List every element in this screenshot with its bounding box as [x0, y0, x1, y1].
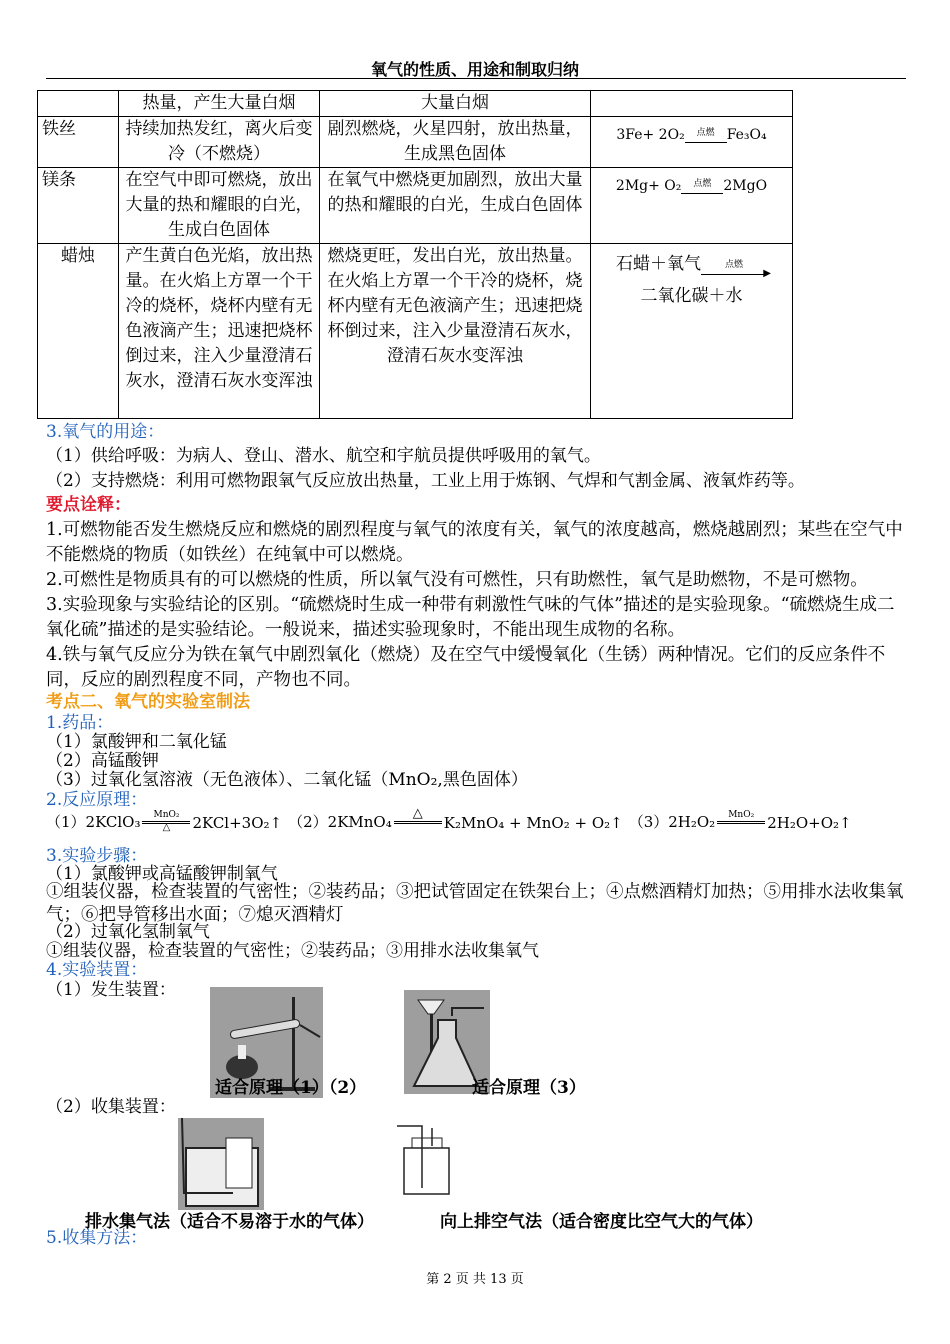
arrow-condition: 点燃: [693, 179, 712, 189]
principle-heading: 2.反应原理：: [46, 790, 148, 810]
generator-label: （1）发生装置：: [46, 980, 176, 1000]
reaction-arrow: [142, 810, 190, 832]
table-row: [38, 117, 793, 168]
table-cell: 在氧气中燃烧更加剧烈，放出大量的热和耀眼的白光，生成白色固体: [320, 168, 591, 244]
arrow-catalyst: MnO₂: [153, 810, 180, 820]
water-displacement-image: [178, 1118, 264, 1210]
equation-left: 3Fe+ 2O₂: [616, 127, 685, 143]
table-cell: [38, 91, 119, 117]
table-cell: 产生黄白色光焰，放出热量。在火焰上方罩一个干冷的烧杯，烧杯内壁有无色液滴产生；迅速把烧杯倒过来，注入少量澄清石灰水，澄清石灰水变浑浊: [119, 244, 320, 419]
table-cell: 剧烈燃烧，火星四射，放出热量，生成黑色固体: [320, 117, 591, 168]
reaction-equations: [46, 806, 852, 833]
steps-text: ①组装仪器，检查装置的气密性；②装药品；③把试管固定在铁架台上；④点燃酒精灯加热；⑤用排水法收集氧气；⑥把导管移出水面；⑦熄灭酒精灯: [46, 882, 904, 925]
collector-caption: 排水集气法（适合不易溶于水的气体）: [85, 1212, 374, 1232]
upward-air-image: [392, 1118, 464, 1198]
page-footer: 第 2 页 共 13 页: [426, 1272, 524, 1287]
reaction-arrow: [685, 128, 727, 148]
equation-cell: [591, 244, 793, 419]
note-paragraph: 3.实验现象与实验结论的区别。“硫燃烧时生成一种带有刺激性气味的气体”描述的是实验现象。“硫燃烧生成二氧化硫”描述的是实验结论。一般说来，描述实验现象时，不能出现生成物的名称。: [46, 595, 895, 640]
reaction-arrow: [717, 810, 765, 832]
reaction-right: 2KCl+3O₂↑: [192, 814, 283, 832]
table-cell: 镁条: [38, 168, 119, 244]
table-cell: 铁丝: [38, 117, 119, 168]
page-title: 氧气的性质、用途和制取归纳: [370, 60, 579, 79]
collector-caption: 向上排空气法（适合密度比空气大的气体）: [440, 1212, 763, 1232]
uses-item: （1）供给呼吸：为病人、登山、潜水、航空和宇航员提供呼吸用的氧气。: [46, 446, 601, 466]
steps-title: （1）氯酸钾或高锰酸钾制氧气: [46, 864, 278, 884]
uses-heading: 3.氧气的用途：: [46, 422, 165, 442]
reaction-left: （1）2KClO₃: [46, 813, 141, 831]
equation-cell: [591, 168, 793, 244]
arrow-catalyst: MnO₂: [728, 810, 755, 820]
table-cell: 燃烧更旺，发出白光，放出热量。在火焰上方罩一个干冷的烧杯，烧杯内壁有无色液滴产生；迅速把烧杯倒过来，注入少量澄清石灰水，澄清石灰水变浑浊: [320, 244, 591, 419]
reaction-arrow: [681, 179, 723, 199]
arrow-condition: 点燃: [724, 260, 743, 270]
equation-left: 2Mg+ O₂: [615, 178, 682, 194]
arrow-heat: △: [412, 806, 423, 821]
steps-heading: 3.实验步骤：: [46, 846, 148, 866]
drug-item: （3）过氧化氢溶液（无色液体）、二氧化锰（MnO₂,黑色固体）: [46, 770, 528, 790]
collector-label: （2）收集装置：: [46, 1097, 176, 1117]
header-rule: [46, 78, 906, 79]
generator-caption: 适合原理（1）（2）: [215, 1078, 367, 1098]
reaction-right: 2H₂O+O₂↑: [767, 814, 852, 832]
equation-right: Fe₃O₄: [726, 127, 767, 143]
table-cell: 在空气中即可燃烧，放出大量的热和耀眼的白光，生成白色固体: [119, 168, 320, 244]
notes-heading: 要点诠释：: [46, 495, 131, 515]
steps-text: ①组装仪器，检查装置的气密性；②装药品；③用排水法收集氧气: [46, 941, 539, 961]
arrow-heat: △: [162, 822, 171, 833]
equation-right: 二氧化碳＋水: [640, 286, 743, 306]
equation-left: 石蜡＋氧气: [616, 254, 701, 274]
table-cell: 持续加热发红，离火后变冷（不燃烧）: [119, 117, 320, 168]
section-heading: 考点二、氧气的实验室制法: [46, 692, 250, 712]
table-cell: 热量，产生大量白烟: [119, 91, 320, 117]
steps-title: （2）过氧化氢制氧气: [46, 922, 210, 942]
apparatus-heading: 4.实验装置：: [46, 960, 148, 980]
table-row: [38, 244, 793, 419]
reaction-left: （3）2H₂O₂: [628, 813, 716, 831]
table-cell: [591, 91, 793, 117]
generator-caption: 适合原理（3）: [472, 1078, 586, 1098]
reaction-arrow: [394, 806, 442, 832]
equation-cell: [591, 117, 793, 168]
method-heading: 5.收集方法：: [46, 1228, 148, 1248]
reaction-arrow: 点燃 ▶: [701, 264, 767, 280]
equation: [616, 174, 767, 199]
table-cell: 蜡烛: [38, 244, 119, 419]
arrow-condition: 点燃: [696, 128, 715, 138]
reaction-right: K₂MnO₄ + MnO₂ + O₂↑: [443, 814, 623, 832]
uses-item: （2）支持燃烧：利用可燃物跟氧气反应放出热量，工业上用于炼钢、气焊和气割金属、液氧炸药等。: [46, 471, 805, 491]
note-paragraph: 1.可燃物能否发生燃烧反应和燃烧的剧烈程度与氧气的浓度有关，氧气的浓度越高，燃烧越剧烈；某些在空气中不能燃烧的物质（如铁丝）在纯氧中可以燃烧。: [46, 520, 903, 565]
table-cell: 大量白烟: [320, 91, 591, 117]
drugs-heading: 1.药品：: [46, 713, 114, 733]
note-paragraph: 4.铁与氧气反应分为铁在氧气中剧烈氧化（燃烧）及在空气中缓慢氧化（生锈）两种情况。它们的反应条件不同，反应的剧烈程度不同，产物也不同。: [46, 645, 886, 690]
drug-item: （1）氯酸钾和二氧化锰: [46, 732, 227, 752]
table-row: [38, 168, 793, 244]
observation-table: [37, 90, 793, 419]
equation: [616, 123, 766, 148]
equation: [595, 248, 788, 280]
note-paragraph: 2.可燃性是物质具有的可以燃烧的性质，所以氧气没有可燃性，只有助燃性，氧气是助燃物，不是可燃物。: [46, 570, 868, 590]
reaction-left: （2）2KMnO₄: [288, 813, 392, 831]
drug-item: （2）高锰酸钾: [46, 751, 159, 771]
table-row: [38, 91, 793, 117]
equation-right: 2MgO: [723, 178, 768, 194]
